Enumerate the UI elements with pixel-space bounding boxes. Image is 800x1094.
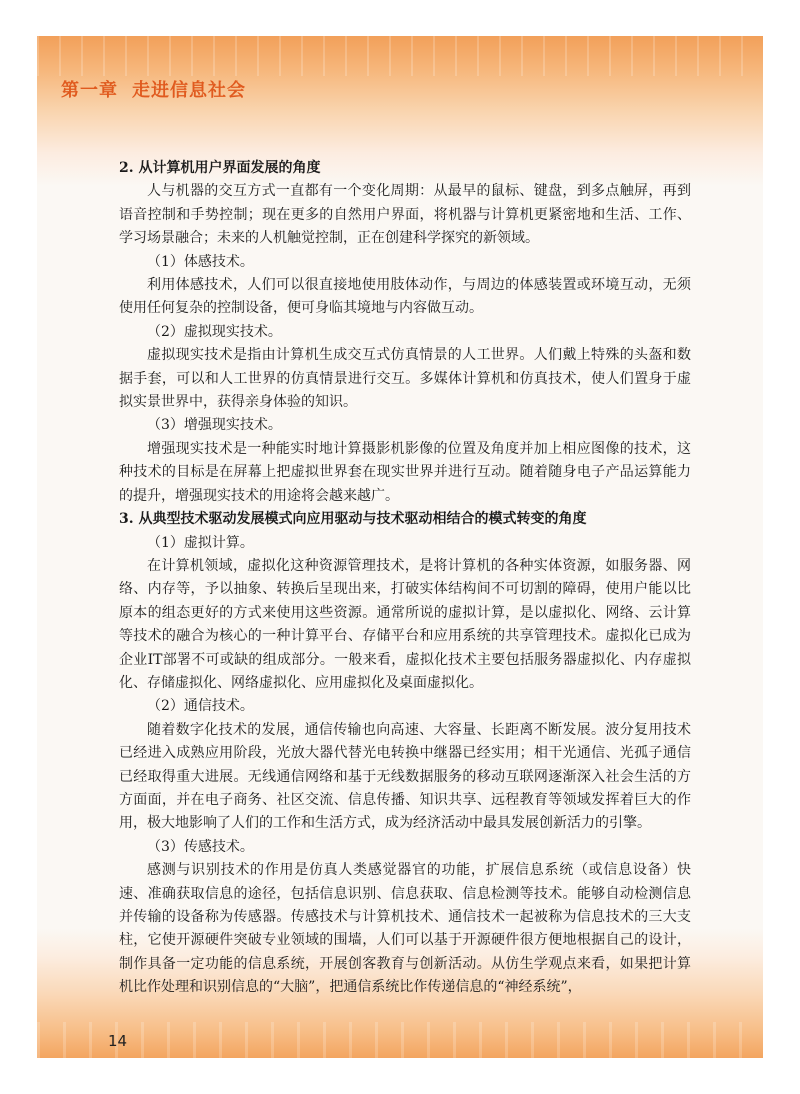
chapter-heading	[61, 76, 246, 102]
footer-pattern	[37, 1022, 763, 1058]
paragraph: 随着数字化技术的发展，通信传输也向高速、大容量、长距离不断发展。波分复用技术已经进入成熟应用阶段，光放大器代替光电转换中继器已经实用；相干光通信、光孤子通信已经取得重大进展。无线通信网络和基于无线数据服务的移动互联网逐渐深入社会生活的方方面面，并在电子商务、社区交流、信息传播、知识共享、远程教育等领域发挥着巨大的作用，极大地影响了人们的工作和生活方式，成为经济活动中最具发展创新活力的引擎。	[119, 721, 691, 832]
header-pattern	[37, 36, 763, 76]
paragraph: 感测与识别技术的作用是仿真人类感觉器官的功能，扩展信息系统（或信息设备）快速、准确获取信息的途径，包括信息识别、信息获取、信息检测等技术。能够自动检测信息并传输的设备称为传感器。传感技术与计算机技术、通信技术一起被称为信息技术的三大支柱，它使开源硬件突破专业领域的围墙，人们可以基于开源硬件很方便地根据自己的设计，制作具备一定功能的信息系统，开展创客教育与创新活动。从仿生学观点来看，如果把计算机比作处理和识别信息的“大脑”，把通信系统比作传递信息的“神经系统”，	[119, 862, 691, 996]
paragraph: 在计算机领域，虚拟化这种资源管理技术，是将计算机的各种实体资源，如服务器、网络、内存等，予以抽象、转换后呈现出来，打破实体结构间不可切割的障碍，使用户能以比原本的组态更好的方式来使用这些资源。通常所说的虚拟计算，是以虚拟化、网络、云计算等技术的融合为核心的一种计算平台、存储平台和应用系统的共享管理技术。虚拟化已成为企业IT部署不可或缺的组成部分。一般来看，虚拟化技术主要包括服务器虚拟化、内存虚拟化、存储虚拟化、网络虚拟化、应用虚拟化及桌面虚拟化。	[119, 557, 691, 691]
body-text	[119, 157, 691, 1000]
section-heading: 2. 从计算机用户界面发展的角度	[119, 160, 321, 176]
paragraph: 利用体感技术，人们可以很直接地使用肢体动作，与周边的体感装置或环境互动，无须使用任何复杂的控制设备，便可身临其境地与内容做互动。	[119, 277, 691, 317]
subsection-title: （1）体感技术。	[147, 253, 254, 270]
subsection-title: （3）传感技术。	[147, 838, 254, 855]
chapter-number: 第一章	[61, 80, 118, 101]
section-heading: 3. 从典型技术驱动发展模式向应用驱动与技术驱动相结合的模式转变的角度	[119, 511, 587, 528]
paragraph: 人与机器的交互方式一直都有一个变化周期：从最早的鼠标、键盘，到多点触屏，再到语音控制和手势控制；现在更多的自然用户界面，将机器与计算机更紧密地和生活、工作、学习场景融合；未来的人机触觉控制，正在创建科学探究的新领域。	[119, 183, 691, 247]
chapter-name: 走进信息社会	[132, 80, 246, 101]
subsection-title: （3）增强现实技术。	[147, 417, 282, 434]
subsection-title: （1）虚拟计算。	[147, 534, 254, 551]
subsection-title: （2）通信技术。	[147, 698, 254, 715]
subsection-title: （2）虚拟现实技术。	[147, 323, 282, 340]
paragraph: 虚拟现实技术是指由计算机生成交互式仿真情景的人工世界。人们戴上特殊的头盔和数据手套，可以和人工世界的仿真情景进行交互。多媒体计算机和仿真技术，使人们置身于虚拟实景世界中，获得亲身体验的知识。	[119, 347, 691, 411]
paragraph: 增强现实技术是一种能实时地计算摄影机影像的位置及角度并加上相应图像的技术，这种技术的目标是在屏幕上把虚拟世界套在现实世界并进行互动。随着随身电子产品运算能力的提升，增强现实技术的用途将会越来越广。	[119, 440, 691, 504]
page-number: 14	[108, 1032, 128, 1050]
